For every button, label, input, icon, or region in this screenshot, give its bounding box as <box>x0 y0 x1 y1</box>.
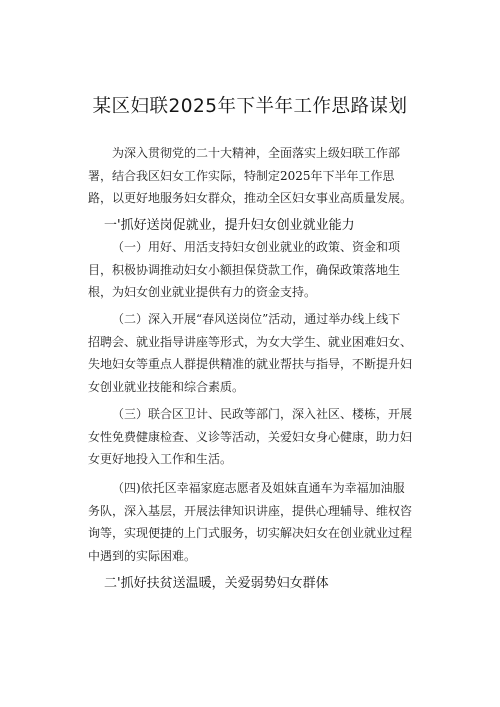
section-2-heading: 二'抓好扶贫送温暖，关爱弱势妇女群体 <box>104 576 329 591</box>
section-1-heading: 一'抓好送岗促就业，提升妇女创业就业能力 <box>104 218 355 233</box>
section-1-item-4 <box>88 477 412 567</box>
section-1-item-2 <box>88 308 412 398</box>
intro-paragraph <box>88 142 412 210</box>
item-text: （二）深入开展“春风送岗位”活动，通过举办线上线下招聘会、就业指导讲座等形式，为女大学生、就业困难妇女、失地妇女等重点人群提供精准的就业帮扶与指导，不断提升妇女创业就业技能和综合素质。 <box>88 312 413 394</box>
item-text: （三）联合区卫计、民政等部门，深入社区、楼栋，开展女性免费健康检查、义诊等活动，关爱妇女身心健康，助力妇女更好地投入工作和生活。 <box>88 407 413 466</box>
section-1-item-1 <box>88 236 412 304</box>
item-text: （四)依托区幸福家庭志愿者及姐妹直通车为幸福加油服务队，深入基层，开展法律知识讲座，提供心理辅导、维权咨询等，实现便捷的上门式服务，切实解决妇女在创业就业过程中遇到的实际困难。 <box>88 481 413 563</box>
section-1-item-3 <box>88 403 412 471</box>
document-title: 某区妇联2025年下半年工作思路谋划 <box>92 96 408 117</box>
intro-text: 为深入贯彻党的二十大精神，全面落实上级妇联工作部署，结合我区妇女工作实际，特制定2025年下半年工作思路，以更好地服务妇女群众，推动全区妇女事业高质量发展。 <box>88 146 413 205</box>
item-text: （一）用好、用活支持妇女创业就业的政策、资金和项目，积极协调推动妇女小额担保贷款工作，确保政策落地生根，为妇女创业就业提供有力的资金支持。 <box>88 240 401 299</box>
